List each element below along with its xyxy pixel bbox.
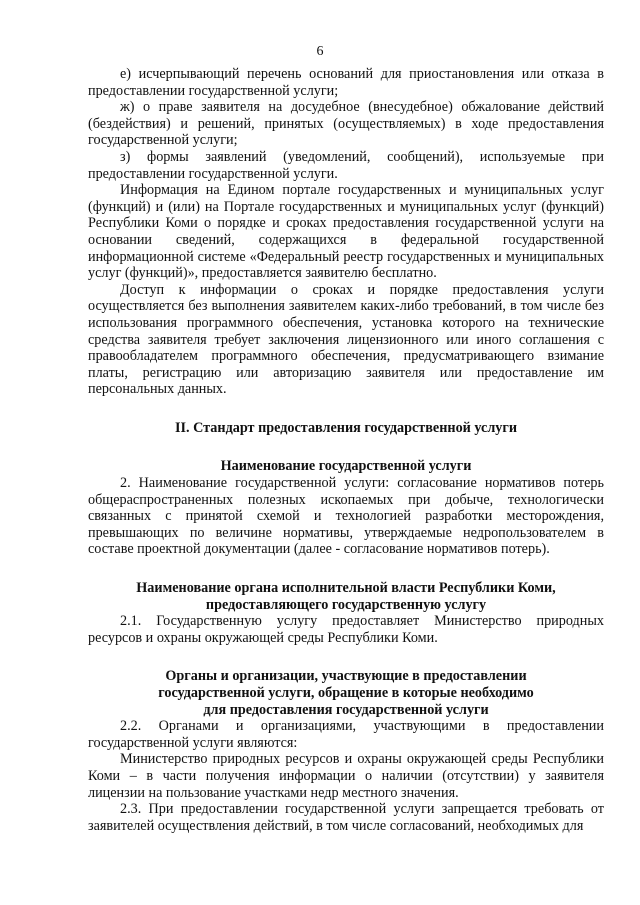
paragraph-access-info: Доступ к информации о сроках и порядке предоставления услуги осуществляется без выполнения заявителем каких-либо требований, в том числе без использования программного обеспечения, установка которого на технические средства заявителя требует заключения лицензионного или иного соглашения с правообладателем программного обеспечения, предусматривающего взимание платы, регистрацию или авторизацию заявителя или предоставление им персональных данных. [88,281,604,398]
subheading-line: для предоставления государственной услуги [203,701,489,718]
subheading-line: Наименование органа исполнительной власти Республики Коми, [136,580,556,597]
paragraph-participants: 2.2. Органами и организациями, участвующими в предоставлении государственной услуги являются: [88,718,604,751]
section-title: II. Стандарт предоставления государственной услуги [174,419,518,436]
subheading-line: государственной услуги, обращение в которые необходимо [158,685,534,701]
paragraph-item-z: з) формы заявлений (уведомлений, сообщений), используемые при предоставлении государственной услуги. [88,148,604,182]
subheading-service-name: Наименование государственной услуги [220,458,472,475]
subheading-line: предоставляющего государственную услугу [205,596,487,613]
paragraph-prohibition: 2.3. При предоставлении государственной услуги запрещается требовать от заявителей осуществления действий, в том числе согласований, необходимых для [88,801,604,834]
paragraph-provider: 2.1. Государственную услугу предоставляет Министерство природных ресурсов и охраны окружающей среды Республики Коми. [88,613,604,646]
page-number: 6 [316,44,324,59]
paragraph-item-zh: ж) о праве заявителя на досудебное (внесудебное) обжалование действий (бездействия) и решений, принятых (осуществляемых) в ходе предоставления государственной услуги; [88,99,604,149]
paragraph-portal-info: Информация на Едином портале государственных и муниципальных услуг (функций) и (или) на Портале государственных и муниципальных услуг (функций) Республики Коми о порядке и сроках предоставления государственной услуги на основании сведений, содержащихся в федеральной государственной информационной системе «Федеральный реестр государственных и муниципальных услуг (функций)», предоставляется заявителю бесплатно. [88,182,604,282]
subheading-participating-bodies [88,668,604,718]
paragraph-service-name: 2. Наименование государственной услуги: согласование нормативов потерь общераспространенных полезных ископаемых при добыче, технологически связанных с принятой схемой и технологией разработки месторождения, превышающих по величине нормативы, утверждаемые недропользователем в составе проектной документации (далее - согласование нормативов потерь). [88,475,604,558]
subheading-executive-body [88,580,604,613]
paragraph-ministry: Министерство природных ресурсов и охраны окружающей среды Республики Коми – в части получения информации о наличии (отсутствии) у заявителя лицензии на пользование участками недр местного значения. [88,751,604,801]
subheading-line: Органы и организации, участвующие в предоставлении [165,668,527,685]
paragraph-item-e: е) исчерпывающий перечень оснований для приостановления или отказа в предоставлении государственной услуги; [88,66,604,99]
document-body [88,66,604,834]
